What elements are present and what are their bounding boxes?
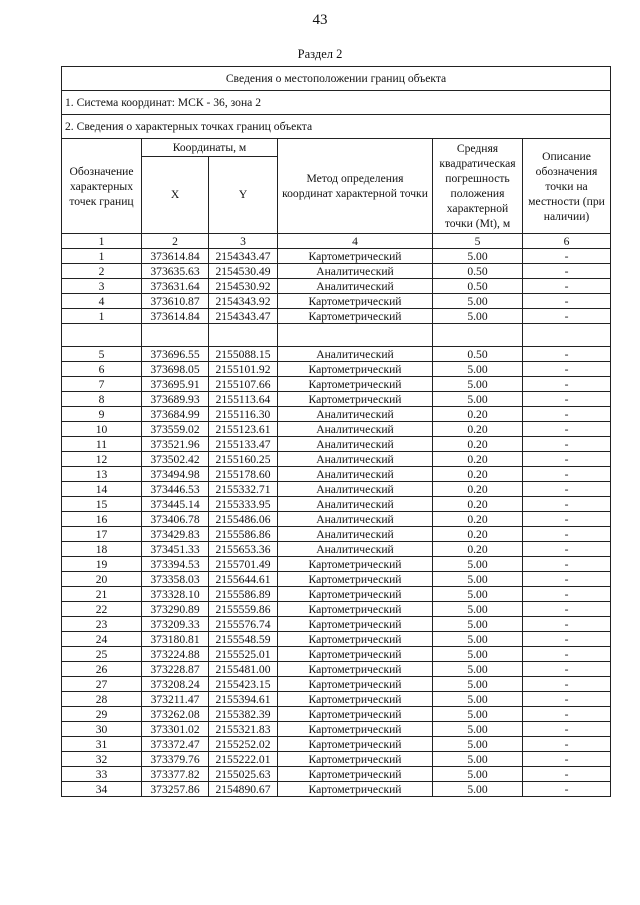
coord-y: 2155088.15 [209,347,278,362]
coord-x: 373429.83 [142,527,209,542]
coord-y: 2155113.64 [209,392,278,407]
table-row [62,347,611,362]
column-number: 3 [209,234,278,249]
coord-x: 373211.47 [142,692,209,707]
table-row [62,782,611,797]
accuracy: 5.00 [433,767,523,782]
description: - [523,377,611,392]
point-number: 1 [62,309,142,324]
method: Аналитический [278,512,433,527]
method: Картометрический [278,737,433,752]
accuracy: 5.00 [433,617,523,632]
description: - [523,249,611,264]
coord-x: 373301.02 [142,722,209,737]
table-row [62,377,611,392]
coordinate-system-row [62,91,611,115]
empty-cell [433,324,523,347]
accuracy: 0.20 [433,467,523,482]
accuracy: 5.00 [433,647,523,662]
coord-x: 373262.08 [142,707,209,722]
method: Картометрический [278,309,433,324]
point-number: 33 [62,767,142,782]
coord-y: 2155481.00 [209,662,278,677]
method: Аналитический [278,264,433,279]
method: Картометрический [278,722,433,737]
accuracy: 5.00 [433,294,523,309]
coord-x: 373689.93 [142,392,209,407]
accuracy: 0.20 [433,437,523,452]
method: Картометрический [278,362,433,377]
method: Картометрический [278,707,433,722]
coord-x: 373614.84 [142,309,209,324]
table-row [62,647,611,662]
table-row [62,737,611,752]
empty-cell [523,324,611,347]
coord-y: 2154343.47 [209,249,278,264]
method: Аналитический [278,279,433,294]
column-number: 2 [142,234,209,249]
coord-y: 2154530.92 [209,279,278,294]
accuracy: 5.00 [433,309,523,324]
method: Картометрический [278,249,433,264]
coord-y: 2154530.49 [209,264,278,279]
method: Аналитический [278,527,433,542]
table-row [62,707,611,722]
description: - [523,512,611,527]
accuracy: 0.20 [433,482,523,497]
point-number: 16 [62,512,142,527]
page-number: 43 [312,12,328,28]
coord-y: 2155394.61 [209,692,278,707]
coord-x: 373502.42 [142,452,209,467]
method: Картометрический [278,294,433,309]
empty-cell [209,324,278,347]
accuracy: 5.00 [433,737,523,752]
method: Аналитический [278,452,433,467]
coord-x: 373695.91 [142,377,209,392]
point-number: 23 [62,617,142,632]
method: Аналитический [278,482,433,497]
description: - [523,294,611,309]
point-number: 25 [62,647,142,662]
point-number: 21 [62,587,142,602]
description: - [523,632,611,647]
point-number: 3 [62,279,142,294]
method: Аналитический [278,542,433,557]
table-row [62,437,611,452]
coord-x: 373406.78 [142,512,209,527]
accuracy: 5.00 [433,602,523,617]
coord-x: 373257.86 [142,782,209,797]
accuracy: 0.20 [433,422,523,437]
header-y: Y [209,157,278,234]
coord-y: 2155548.59 [209,632,278,647]
coord-x: 373698.05 [142,362,209,377]
method: Картометрический [278,767,433,782]
accuracy: 5.00 [433,572,523,587]
point-number: 14 [62,482,142,497]
method: Аналитический [278,347,433,362]
coord-x: 373358.03 [142,572,209,587]
point-number: 8 [62,392,142,407]
point-number: 19 [62,557,142,572]
coord-x: 373377.82 [142,767,209,782]
coord-y: 2155644.61 [209,572,278,587]
boundary-points-table [61,66,611,797]
table-row [62,632,611,647]
point-number: 22 [62,602,142,617]
header-accuracy: Средняя квадратическая погрешность положения характерной точки (Mt), м [433,139,523,234]
method: Аналитический [278,422,433,437]
accuracy: 0.50 [433,279,523,294]
method: Картометрический [278,632,433,647]
coord-x: 373228.87 [142,662,209,677]
coord-x: 373446.53 [142,482,209,497]
description: - [523,692,611,707]
accuracy: 5.00 [433,677,523,692]
description: - [523,452,611,467]
coord-y: 2155252.02 [209,737,278,752]
coord-x: 373209.33 [142,617,209,632]
coord-y: 2155586.89 [209,587,278,602]
point-number: 30 [62,722,142,737]
description: - [523,722,611,737]
point-number: 20 [62,572,142,587]
point-number: 13 [62,467,142,482]
description: - [523,782,611,797]
point-number: 31 [62,737,142,752]
description: - [523,347,611,362]
coord-x: 373521.96 [142,437,209,452]
section-label: Раздел 2 [297,47,343,61]
description: - [523,279,611,294]
coord-x: 373494.98 [142,467,209,482]
header-coordinates: Координаты, м [142,139,278,157]
column-number: 5 [433,234,523,249]
description: - [523,467,611,482]
point-number: 11 [62,437,142,452]
coord-y: 2155486.06 [209,512,278,527]
description: - [523,662,611,677]
coord-y: 2155321.83 [209,722,278,737]
table-row [62,249,611,264]
header-point-designation: Обозначение характерных точек границ [62,139,142,234]
table-row [62,722,611,737]
table-body [62,67,611,797]
description: - [523,264,611,279]
table-row [62,264,611,279]
accuracy: 0.20 [433,497,523,512]
point-number: 27 [62,677,142,692]
coord-y: 2155332.71 [209,482,278,497]
coord-y: 2155222.01 [209,752,278,767]
description: - [523,527,611,542]
description: - [523,677,611,692]
accuracy: 5.00 [433,692,523,707]
table-row [62,497,611,512]
table-row [62,362,611,377]
method: Картометрический [278,587,433,602]
coord-x: 373610.87 [142,294,209,309]
accuracy: 0.20 [433,542,523,557]
column-number: 4 [278,234,433,249]
method: Картометрический [278,392,433,407]
accuracy: 5.00 [433,752,523,767]
description: - [523,309,611,324]
coord-y: 2154343.92 [209,294,278,309]
point-number: 7 [62,377,142,392]
accuracy: 5.00 [433,362,523,377]
description: - [523,437,611,452]
method: Аналитический [278,497,433,512]
accuracy: 5.00 [433,707,523,722]
point-number: 26 [62,662,142,677]
accuracy: 0.20 [433,527,523,542]
table-row [62,527,611,542]
coord-y: 2154890.67 [209,782,278,797]
column-number: 6 [523,234,611,249]
method: Картометрический [278,377,433,392]
point-number: 4 [62,294,142,309]
coordinate-system: 1. Система координат: МСК - 36, зона 2 [62,91,611,115]
table-row [62,542,611,557]
point-number: 10 [62,422,142,437]
coord-y: 2155423.15 [209,677,278,692]
description: - [523,362,611,377]
description: - [523,572,611,587]
point-number: 29 [62,707,142,722]
accuracy: 5.00 [433,249,523,264]
description: - [523,422,611,437]
table-row [62,482,611,497]
accuracy: 5.00 [433,782,523,797]
coord-y: 2155586.86 [209,527,278,542]
table-row [62,617,611,632]
method: Картометрический [278,572,433,587]
table-row [62,587,611,602]
header-x: X [142,157,209,234]
table-row [62,452,611,467]
coord-y: 2155107.66 [209,377,278,392]
coord-x: 373328.10 [142,587,209,602]
description: - [523,482,611,497]
method: Картометрический [278,782,433,797]
coord-y: 2155559.86 [209,602,278,617]
coord-y: 2155116.30 [209,407,278,422]
description: - [523,497,611,512]
points-heading: 2. Сведения о характерных точках границ объекта [62,115,611,139]
coord-y: 2155133.47 [209,437,278,452]
coord-x: 373451.33 [142,542,209,557]
description: - [523,707,611,722]
coord-y: 2155333.95 [209,497,278,512]
point-number: 2 [62,264,142,279]
coord-x: 373559.02 [142,422,209,437]
coord-x: 373372.47 [142,737,209,752]
coord-y: 2155576.74 [209,617,278,632]
coord-x: 373635.63 [142,264,209,279]
table-row [62,767,611,782]
empty-cell [278,324,433,347]
coord-x: 373180.81 [142,632,209,647]
method: Картометрический [278,647,433,662]
table-row [62,692,611,707]
table-row [62,557,611,572]
column-numbers-row [62,234,611,249]
boundary-table-container [61,66,611,797]
point-number: 34 [62,782,142,797]
accuracy: 0.50 [433,347,523,362]
coord-y: 2155653.36 [209,542,278,557]
coord-y: 2155178.60 [209,467,278,482]
header-row-top [62,139,611,157]
method: Картометрический [278,752,433,767]
header-method: Метод определения координат характерной точки [278,139,433,234]
table-row [62,294,611,309]
accuracy: 5.00 [433,662,523,677]
coord-y: 2155101.92 [209,362,278,377]
coord-y: 2155025.63 [209,767,278,782]
table-row [62,752,611,767]
table-row [62,422,611,437]
description: - [523,767,611,782]
coord-y: 2154343.47 [209,309,278,324]
point-number: 18 [62,542,142,557]
method: Картометрический [278,617,433,632]
separator-row [62,324,611,347]
accuracy: 0.20 [433,512,523,527]
accuracy: 5.00 [433,557,523,572]
point-number: 1 [62,249,142,264]
accuracy: 5.00 [433,632,523,647]
description: - [523,617,611,632]
method: Картометрический [278,602,433,617]
coord-x: 373614.84 [142,249,209,264]
description: - [523,557,611,572]
coord-x: 373379.76 [142,752,209,767]
coord-x: 373445.14 [142,497,209,512]
description: - [523,737,611,752]
table-row [62,677,611,692]
point-number: 24 [62,632,142,647]
point-number: 17 [62,527,142,542]
point-number: 32 [62,752,142,767]
method: Картометрический [278,662,433,677]
table-row [62,467,611,482]
empty-cell [142,324,209,347]
coord-y: 2155160.25 [209,452,278,467]
method: Аналитический [278,467,433,482]
description: - [523,752,611,767]
table-title: Сведения о местоположении границ объекта [62,67,611,91]
accuracy: 5.00 [433,377,523,392]
point-number: 9 [62,407,142,422]
table-row [62,407,611,422]
method: Картометрический [278,692,433,707]
coord-x: 373208.24 [142,677,209,692]
header-description: Описание обозначения точки на местности (при наличии) [523,139,611,234]
coord-x: 373224.88 [142,647,209,662]
coord-x: 373631.64 [142,279,209,294]
point-number: 12 [62,452,142,467]
description: - [523,587,611,602]
table-row [62,602,611,617]
point-number: 5 [62,347,142,362]
empty-cell [62,324,142,347]
method: Аналитический [278,437,433,452]
coord-x: 373290.89 [142,602,209,617]
coord-y: 2155382.39 [209,707,278,722]
accuracy: 0.20 [433,452,523,467]
accuracy: 5.00 [433,392,523,407]
coord-y: 2155525.01 [209,647,278,662]
description: - [523,602,611,617]
table-row [62,572,611,587]
table-row [62,309,611,324]
column-number: 1 [62,234,142,249]
method: Картометрический [278,677,433,692]
accuracy: 5.00 [433,722,523,737]
coord-x: 373696.55 [142,347,209,362]
method: Аналитический [278,407,433,422]
accuracy: 0.50 [433,264,523,279]
table-row [62,392,611,407]
table-row [62,662,611,677]
coord-x: 373684.99 [142,407,209,422]
description: - [523,542,611,557]
table-row [62,279,611,294]
description: - [523,392,611,407]
table-title-row [62,67,611,91]
coord-x: 373394.53 [142,557,209,572]
coord-y: 2155123.61 [209,422,278,437]
coord-y: 2155701.49 [209,557,278,572]
point-number: 6 [62,362,142,377]
point-number: 28 [62,692,142,707]
table-row [62,512,611,527]
points-heading-row [62,115,611,139]
accuracy: 0.20 [433,407,523,422]
point-number: 15 [62,497,142,512]
description: - [523,647,611,662]
method: Картометрический [278,557,433,572]
description: - [523,407,611,422]
accuracy: 5.00 [433,587,523,602]
